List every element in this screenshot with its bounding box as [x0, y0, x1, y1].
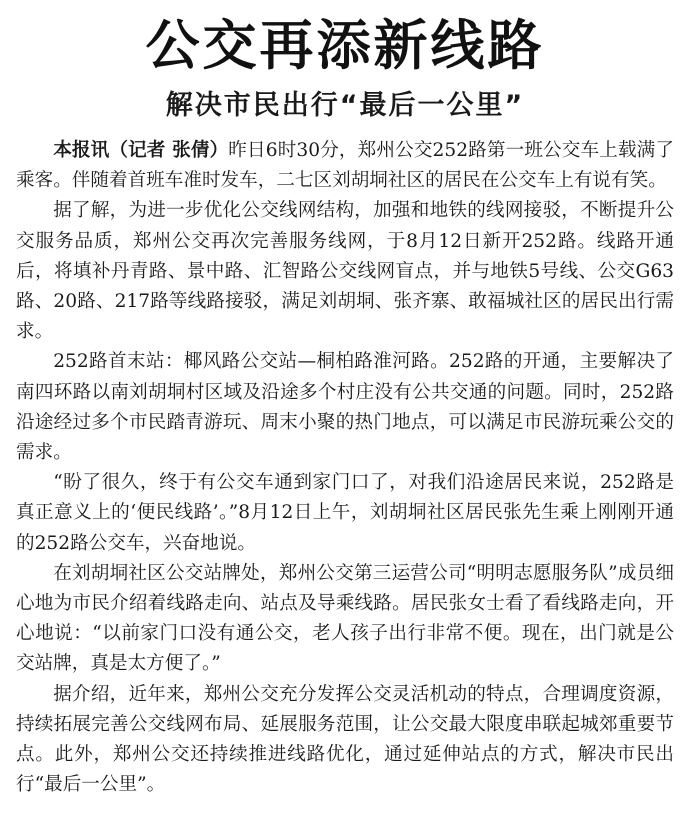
dateline: 本报讯（记者 张倩） — [53, 140, 229, 161]
subheadline: 解决市民出行“最后一公里” — [165, 90, 525, 121]
paragraph-3: 252路首末站：椰风路公交站—桐柏路淮河路。252路的开通，主要解决了南四环路以南刘胡垌村区域及沿途多个村庄没有公共交通的问题。同时，252路沿途经过多个市民踏青游玩、周末小聚的热门地点，可以满足市民游玩乘公交的需求。 — [16, 351, 674, 464]
article-body — [16, 136, 674, 800]
headline: 公交再添新线路 — [145, 14, 545, 77]
paragraph-1-text: 昨日6时30分，郑州公交252路第一班公交车上载满了乘客。伴随着首班车准时发车，二七区刘胡垌社区的居民在公交车上有说有笑。 — [16, 140, 674, 192]
paragraph-1 — [16, 136, 674, 196]
paragraph-2: 据了解，为进一步优化公交线网结构，加强和地铁的线网接驳，不断提升公交服务品质，郑州公交再次完善服务线网，于8月12日新开252路。线路开通后，将填补丹青路、景中路、汇智路公交线网盲点，并与地铁5号线、公交G63路、20路、217路等线路接驳，满足刘胡垌、张齐寨、敢福城社区的居民出行需求。 — [16, 200, 674, 343]
paragraph-6: 据介绍，近年来，郑州公交充分发挥公交灵活机动的特点，合理调度资源，持续拓展完善公交线网布局、延展服务范围，让公交最大限度串联起城郊重要节点。此外，郑州公交还持续推进线路优化，通过延伸站点的方式，解决市民出行“最后一公里”。 — [16, 683, 674, 796]
paragraph-5: 在刘胡垌社区公交站牌处，郑州公交第三运营公司“明明志愿服务队”成员细心地为市民介绍着线路走向、站点及导乘线路。居民张女士看了看线路走向，开心地说：“以前家门口没有通公交，老人孩子出行非常不便。现在，出门就是公交站牌，真是太方便了。” — [16, 562, 674, 675]
paragraph-4: “盼了很久，终于有公交车通到家门口了，对我们沿途居民来说，252路是真正意义上的‘便民线路’。”8月12日上午，刘胡垌社区居民张先生乘上刚刚开通的252路公交车，兴奋地说。 — [16, 472, 674, 554]
